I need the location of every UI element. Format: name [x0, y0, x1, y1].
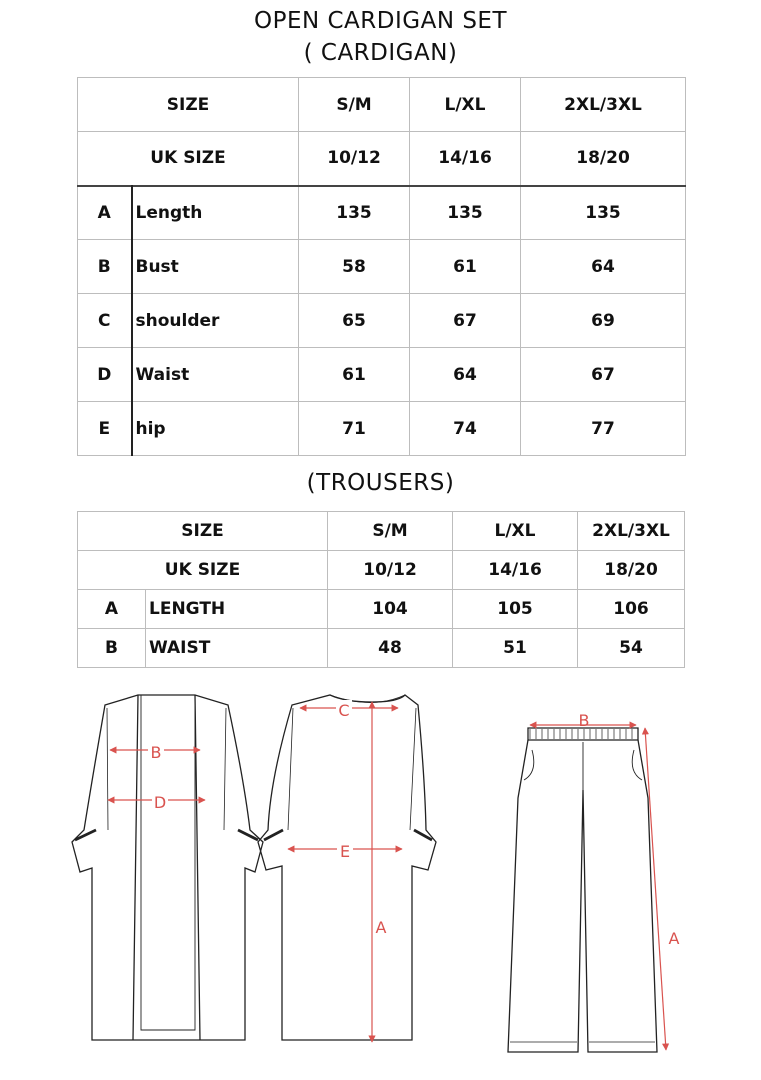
- value-cell: 64: [410, 348, 521, 402]
- page-title: OPEN CARDIGAN SET: [253, 8, 508, 34]
- value-cell: 58: [299, 240, 410, 294]
- value-cell: 71: [299, 402, 410, 456]
- trouser-waist-label: B: [578, 711, 590, 730]
- table-row: [78, 240, 686, 294]
- row-letter: A: [78, 186, 132, 240]
- value-cell: 77: [521, 402, 686, 456]
- trousers-subtitle: (TROUSERS): [306, 470, 455, 496]
- size-col-header: L/XL: [453, 512, 578, 551]
- value-cell: 67: [410, 294, 521, 348]
- cardigan-size-table: [77, 77, 686, 456]
- table-row: [78, 186, 686, 240]
- cardigan-front-outline: [72, 695, 263, 1040]
- size-header: SIZE: [78, 512, 328, 551]
- size-col-header: S/M: [328, 512, 453, 551]
- table-row: [78, 512, 685, 551]
- value-cell: 106: [578, 590, 685, 629]
- garment-sketches: [0, 680, 761, 1080]
- size-col-header: 2XL/3XL: [521, 78, 686, 132]
- row-letter: B: [78, 629, 146, 668]
- size-col-header: 2XL/3XL: [578, 512, 685, 551]
- row-label: Waist: [132, 348, 299, 402]
- value-cell: 135: [410, 186, 521, 240]
- size-col-header: S/M: [299, 78, 410, 132]
- uk-size-cell: 10/12: [299, 132, 410, 186]
- value-cell: 67: [521, 348, 686, 402]
- row-label: Length: [132, 186, 299, 240]
- table-row: [78, 348, 686, 402]
- trousers-sketch: [508, 728, 657, 1052]
- table-row: [78, 551, 685, 590]
- uk-size-header: UK SIZE: [78, 132, 299, 186]
- row-label: hip: [132, 402, 299, 456]
- row-label: shoulder: [132, 294, 299, 348]
- cardigan-back-cuff-bands: [264, 830, 432, 840]
- value-cell: 64: [521, 240, 686, 294]
- row-letter: C: [78, 294, 132, 348]
- value-cell: 65: [299, 294, 410, 348]
- value-cell: 74: [410, 402, 521, 456]
- uk-size-cell: 18/20: [578, 551, 685, 590]
- uk-size-cell: 18/20: [521, 132, 686, 186]
- trousers-size-table: [77, 511, 685, 668]
- value-cell: 61: [299, 348, 410, 402]
- bust-label: B: [150, 743, 162, 762]
- value-cell: 48: [328, 629, 453, 668]
- table-row: [78, 629, 685, 668]
- value-cell: 105: [453, 590, 578, 629]
- cardigan-sleeve-seams: [107, 708, 226, 830]
- length-label: A: [375, 918, 387, 937]
- trouser-outline: [508, 740, 657, 1052]
- row-letter: A: [78, 590, 146, 629]
- uk-size-cell: 10/12: [328, 551, 453, 590]
- trousers-measures: [530, 725, 666, 1050]
- waistband-gathers: [530, 729, 632, 739]
- value-cell: 54: [578, 629, 685, 668]
- value-cell: 135: [521, 186, 686, 240]
- uk-size-header: UK SIZE: [78, 551, 328, 590]
- cardigan-subtitle: ( CARDIGAN): [303, 40, 458, 66]
- cardigan-cuff-bands: [75, 830, 258, 840]
- shoulder-label: C: [338, 701, 350, 720]
- waist-label: D: [153, 793, 167, 812]
- cardigan-back-sketch: [258, 695, 436, 1040]
- value-cell: 51: [453, 629, 578, 668]
- uk-size-cell: 14/16: [410, 132, 521, 186]
- cardigan-back-sleeve-seams: [288, 708, 416, 830]
- row-label: Bust: [132, 240, 299, 294]
- table-row: [78, 402, 686, 456]
- hip-label: E: [339, 842, 351, 861]
- value-cell: 61: [410, 240, 521, 294]
- cardigan-front-edges: [133, 695, 200, 1040]
- cardigan-back-outline: [258, 695, 436, 1040]
- row-letter: B: [78, 240, 132, 294]
- table-row: [78, 590, 685, 629]
- row-letter: E: [78, 402, 132, 456]
- table-row: [78, 132, 686, 186]
- cardigan-front-sketch: [72, 695, 263, 1040]
- value-cell: 69: [521, 294, 686, 348]
- table-row: [78, 294, 686, 348]
- value-cell: 135: [299, 186, 410, 240]
- trouser-length-label: A: [668, 929, 680, 948]
- size-header: SIZE: [78, 78, 299, 132]
- cardigan-back-measures: [288, 702, 402, 1042]
- size-col-header: L/XL: [410, 78, 521, 132]
- row-label: LENGTH: [146, 590, 328, 629]
- row-letter: D: [78, 348, 132, 402]
- uk-size-cell: 14/16: [453, 551, 578, 590]
- table-row: [78, 78, 686, 132]
- value-cell: 104: [328, 590, 453, 629]
- row-label: WAIST: [146, 629, 328, 668]
